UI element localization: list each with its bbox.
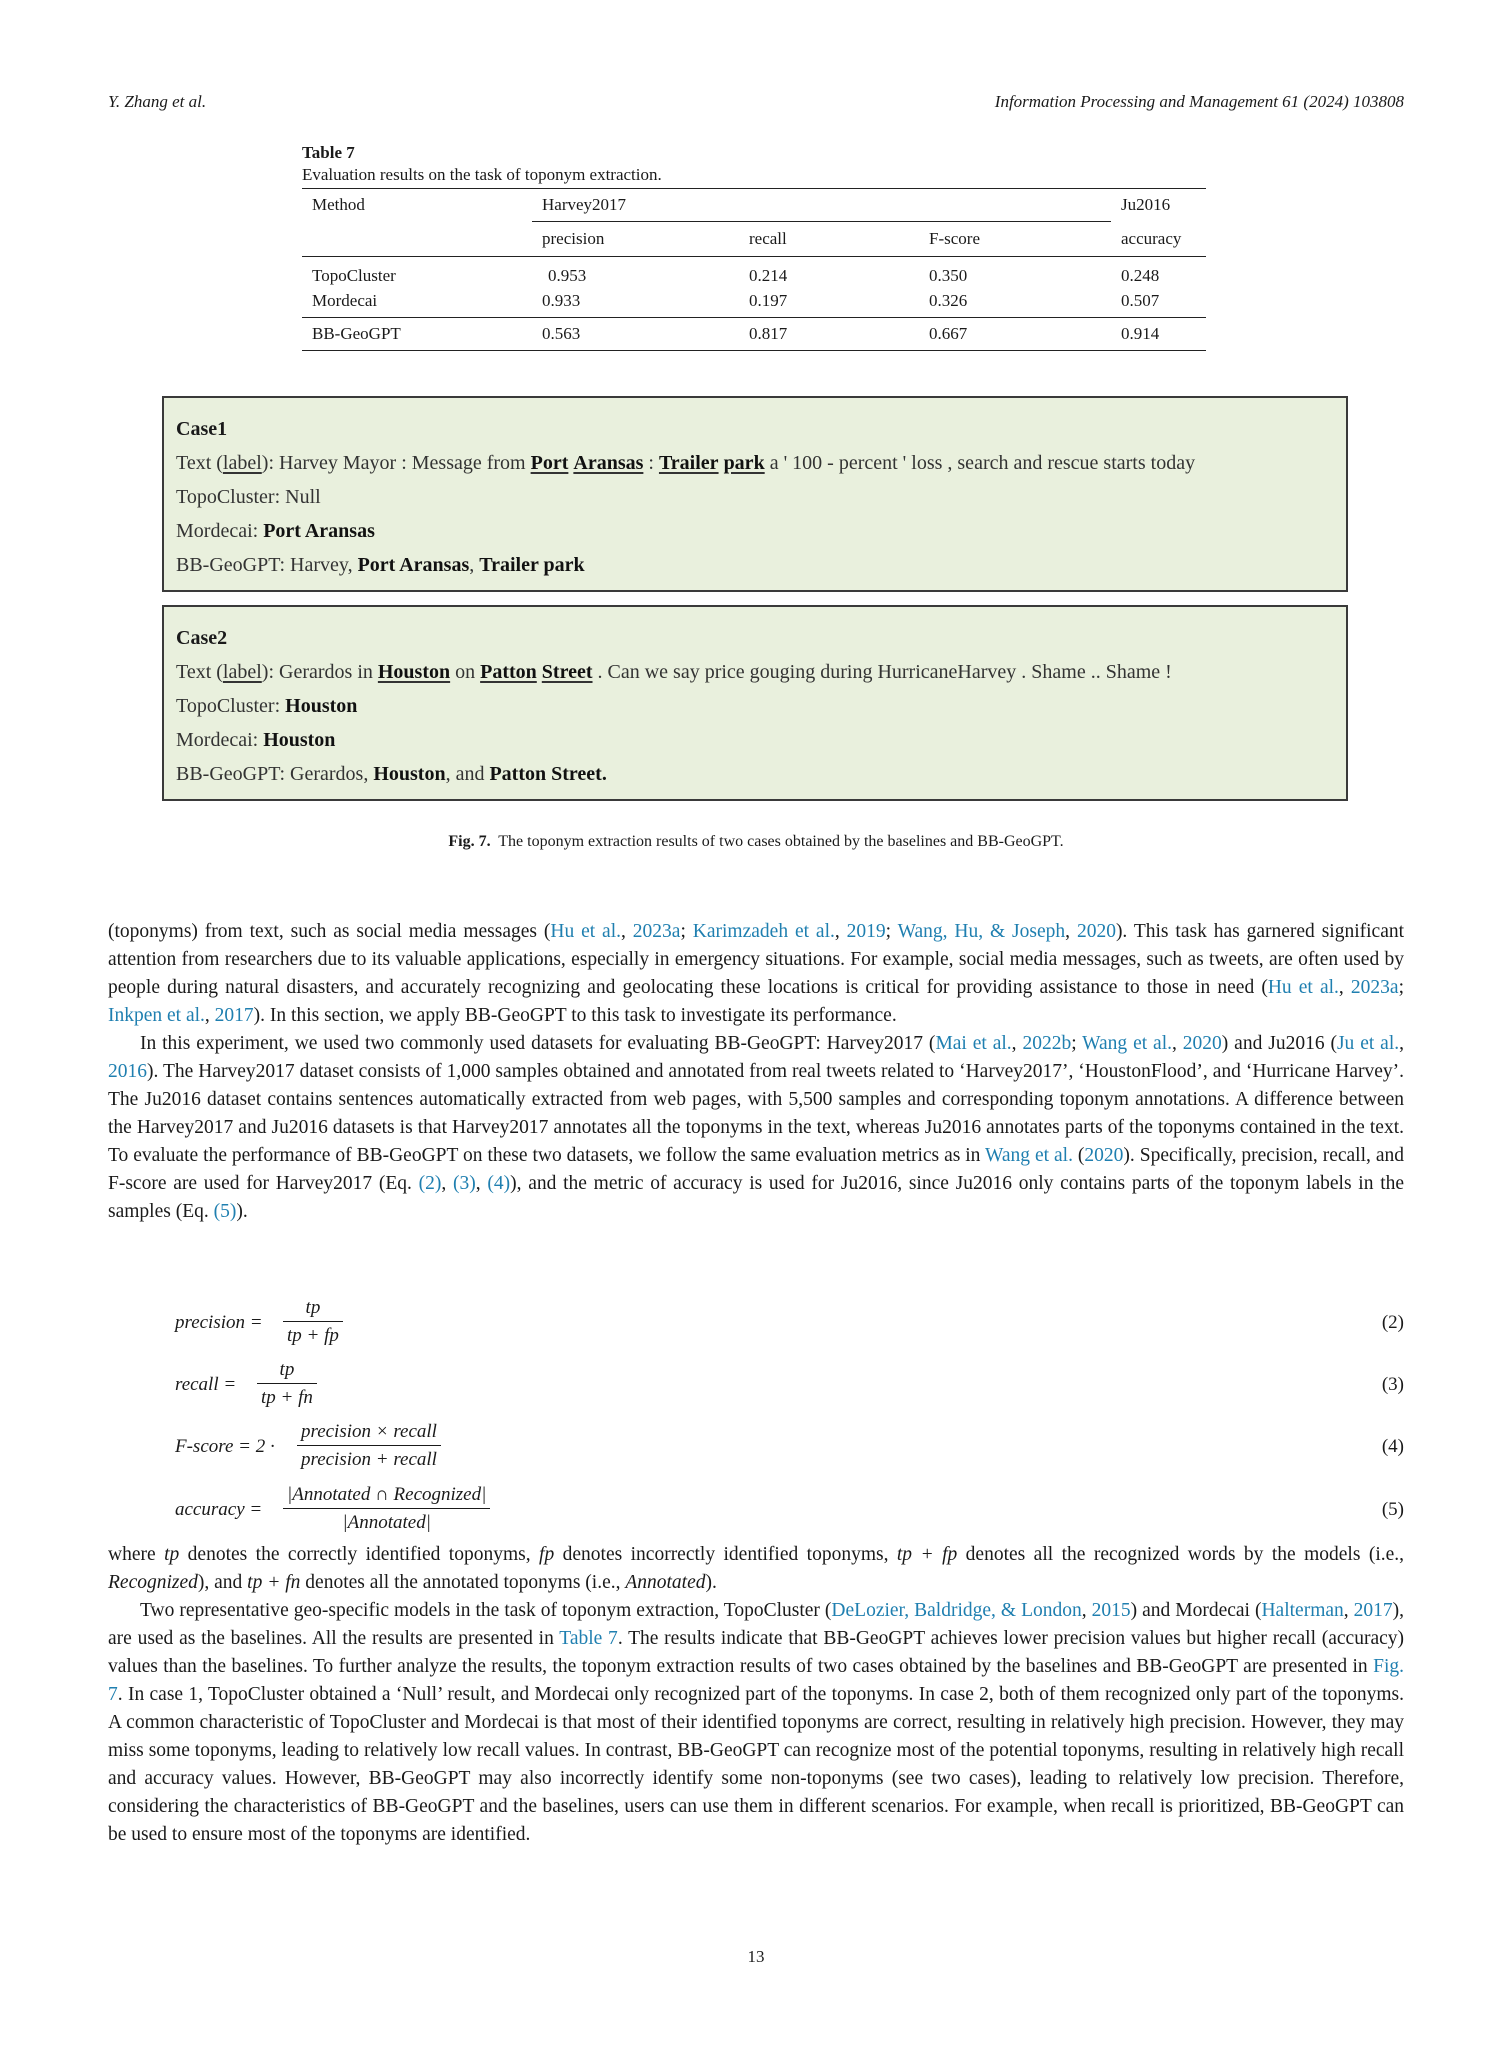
citation-link[interactable]: Karimzadeh et al. — [692, 921, 835, 942]
citation-link[interactable]: Wang, Hu, & Joseph — [897, 921, 1066, 942]
case2-bbgeogpt-line: BB-GeoGPT: Gerardos, Houston, and Patton Street. — [176, 763, 607, 785]
citation-link[interactable]: 2019 — [846, 921, 886, 942]
paragraph: Two representative geo-specific models in the task of toponym extraction, TopoCluster (DeLozier, Baldridge, & London, 2015) and Mordecai (Halterman, 2017), are used as the baselines. All the results are presented in Table 7. The results indicate that BB-GeoGPT achieves lower precision values but higher recall (accuracy) values than the baselines. To further analyze the results, the toponym extraction results of two cases obtained by the baselines and BB-GeoGPT are presented in Fig. 7. In case 1, TopoCluster obtained a ‘Null’ result, and Mordecai only recognized part of the toponyms. In case 2, both of them recognized only part of the toponyms. A common characteristic of TopoCluster and Mordecai is that most of their identified toponyms are correct, resulting in relatively high precision. However, they may miss some toponyms, leading to relatively low recall values. In contrast, BB-GeoGPT can recognize most of the potential toponyms, resulting in relatively high recall and accuracy values. However, BB-GeoGPT may also incorrectly identify some non-toponyms (see two cases), leading to relatively low precision. Therefore, considering the characteristics of BB-GeoGPT and the baselines, users can use them in different scenarios. For example, when recall is prioritized, BB-GeoGPT can be used to ensure most of the toponyms are identified. — [108, 1600, 1405, 1845]
running-header-journal: Information Processing and Management 61 (2024) 103808 — [994, 92, 1404, 111]
citation-link[interactable]: 2023a — [632, 921, 681, 942]
label-word: label — [222, 452, 262, 474]
cell-precision: 0.953 — [532, 257, 739, 290]
body-text-bottom — [108, 1541, 1404, 1849]
citation-link[interactable]: Halterman — [1261, 1600, 1344, 1621]
col-fscore: F-score — [919, 222, 1111, 257]
citation-link[interactable]: 2020 — [1182, 1033, 1222, 1054]
toponym-token: Street — [541, 661, 593, 683]
col-group-ju2016: Ju2016 — [1121, 195, 1171, 215]
toponym-token: Aransas — [573, 452, 644, 474]
paragraph: In this experiment, we used two commonly used datasets for evaluating BB-GeoGPT: Harvey2017 (Mai et al., 2022b; Wang et al., 2020) and Ju2016 (Ju et al., 2016). The Harvey2017 dataset consists of 1,000 samples obtained and annotated from real tweets related to ‘Harvey2017’, ‘HoustonFlood’, and ‘Hurricane Harvey’. The Ju2016 dataset contains sentences automatically extracted from web pages, with 5,500 samples and corresponding toponym annotations. A difference between the Harvey2017 and Ju2016 datasets is that Harvey2017 annotates all the toponyms in the text, whereas Ju2016 annotates parts of the toponyms contained in the text. To evaluate the performance of BB-GeoGPT on these two datasets, we follow the same evaluation metrics as in Wang et al. (2020). Specifically, precision, recall, and F-score are used for Harvey2017 (Eq. (2), (3), (4)), and the metric of accuracy is used for Ju2016, since Ju2016 only contains parts of the toponym labels in the samples (Eq. (5)). — [108, 1033, 1405, 1222]
case2-title: Case2 — [176, 627, 228, 649]
cell-fscore: 0.667 — [919, 318, 1111, 351]
table-subheader-row — [302, 222, 1206, 257]
table-7 — [302, 142, 1206, 351]
table-row — [302, 318, 1206, 351]
cell-accuracy: 0.914 — [1111, 318, 1206, 351]
citation-link[interactable]: Wang et al. — [985, 1145, 1073, 1166]
table-row — [302, 289, 1206, 318]
case2-box — [162, 605, 1348, 801]
table-ref-link[interactable]: Table 7 — [559, 1628, 618, 1649]
col-precision: precision — [532, 222, 739, 257]
case1-topocluster-line: TopoCluster: Null — [176, 486, 321, 508]
citation-link[interactable]: 2023a — [1350, 977, 1399, 998]
toponym-token: Patton — [480, 661, 537, 683]
case1-text-line: Text (label): Harvey Mayor : Message from Port Aransas : Trailer park a ' 100 - percent ' loss , search and rescue starts today — [176, 452, 1196, 474]
citation-link[interactable]: 2015 — [1091, 1600, 1131, 1621]
page-number: 13 — [747, 1947, 765, 1966]
citation-link[interactable]: Inkpen et al. — [108, 1005, 205, 1026]
equation-recall: recall = $\frac{tp}{tp + fn}$ (3) — [175, 1357, 1404, 1413]
figure-caption: Fig. 7. The toponym extraction results of two cases obtained by the baselines and BB-GeoGPT. — [448, 833, 1064, 850]
cell-recall: 0.214 — [739, 257, 919, 290]
cell-fscore: 0.350 — [919, 257, 1111, 290]
citation-link[interactable]: DeLozier, Baldridge, & London — [831, 1600, 1082, 1621]
col-method: Method — [312, 195, 365, 215]
col-accuracy: accuracy — [1121, 228, 1182, 248]
table-label: Table 7 — [302, 143, 355, 162]
cell-method: TopoCluster — [302, 257, 532, 290]
paragraph: where tp denotes the correctly identified toponyms, fp denotes incorrectly identified toponyms, tp + fp denotes all the recognized words by the models (i.e., Recognized), and tp + fn denotes all the annotated toponyms (i.e., Annotated). — [108, 1544, 1405, 1593]
citation-link[interactable]: Ju et al. — [1336, 1033, 1400, 1054]
cell-method: Mordecai — [312, 291, 378, 310]
equation-number: (2) — [1381, 1312, 1404, 1333]
equation-ref-link[interactable]: (3) — [452, 1173, 476, 1194]
case1-box — [162, 396, 1348, 592]
equation-number: (3) — [1381, 1374, 1404, 1395]
col-group-harvey2017: Harvey2017 — [542, 195, 627, 214]
citation-link[interactable]: 2016 — [108, 1061, 147, 1082]
col-recall: recall — [739, 222, 919, 257]
cell-method: BB-GeoGPT — [302, 318, 532, 351]
case1-bbgeogpt-line: BB-GeoGPT: Harvey, Port Aransas, Trailer park — [176, 554, 585, 576]
equation-ref-link[interactable]: (5) — [213, 1201, 237, 1222]
citation-link[interactable]: 2020 — [1084, 1145, 1124, 1166]
figure-ref-link[interactable]: Fig. 7 — [108, 1656, 1404, 1705]
equation-ref-link[interactable]: (4) — [487, 1173, 511, 1194]
equation-number: (4) — [1381, 1436, 1404, 1457]
toponym-token: Port — [530, 452, 569, 474]
citation-link[interactable]: 2017 — [1353, 1600, 1393, 1621]
figure-label: Fig. 7. — [448, 833, 491, 850]
cell-accuracy: 0.248 — [1111, 257, 1206, 290]
results-table — [302, 188, 1206, 351]
toponym-token: Trailer — [658, 452, 719, 474]
equation-number: (5) — [1381, 1499, 1404, 1520]
toponym-token: park — [723, 452, 765, 474]
cell-accuracy: 0.507 — [1121, 291, 1160, 310]
citation-link[interactable]: 2017 — [214, 1005, 254, 1026]
case2-mordecai-line: Mordecai: Houston — [176, 729, 336, 751]
paragraph: (toponyms) from text, such as social media messages (Hu et al., 2023a; Karimzadeh et al., 2019; Wang, Hu, & Joseph, 2020). This task has garnered significant attention from researchers due to its valuable applications, especially in emergency situations. For example, social media messages, such as tweets, are often used by people during natural disasters, and accurately recognizing and geolocating these locations is critical for providing assistance to those in need (Hu et al., 2023a; Inkpen et al., 2017). In this section, we apply BB-GeoGPT to this task to investigate its performance. — [108, 921, 1405, 1026]
citation-link[interactable]: 2020 — [1076, 921, 1116, 942]
cell-recall: 0.817 — [739, 318, 919, 351]
equation-precision: precision = $\frac{tp}{tp + fp}$ (2) — [175, 1295, 1404, 1351]
table-row — [302, 257, 1206, 290]
body-text-top — [108, 918, 1404, 1226]
table-header-row — [302, 189, 1206, 222]
equation-ref-link[interactable]: (2) — [418, 1173, 442, 1194]
running-header-authors: Y. Zhang et al. — [108, 92, 207, 111]
equation-fscore: F-score = 2 · precision × recall precision + recall (4) — [175, 1419, 1404, 1475]
toponym-token: Houston — [377, 661, 451, 683]
cell-precision: 0.933 — [542, 291, 581, 310]
citation-link[interactable]: Hu et al. — [550, 921, 622, 942]
label-word: label — [222, 661, 262, 683]
case1-title: Case1 — [176, 418, 228, 440]
case2-topocluster-line: TopoCluster: Houston — [176, 695, 358, 717]
citation-link[interactable]: Mai et al. — [935, 1033, 1012, 1054]
equation-accuracy: accuracy = |Annotated ∩ Recognized| |Annotated| (5) — [175, 1482, 1404, 1538]
cell-fscore: 0.326 — [929, 291, 968, 310]
table-caption: Evaluation results on the task of toponym extraction. — [302, 165, 662, 184]
citation-link[interactable]: Hu et al. — [1267, 977, 1339, 998]
citation-link[interactable]: Wang et al. — [1082, 1033, 1172, 1054]
cell-recall: 0.197 — [749, 291, 788, 310]
cell-precision: 0.563 — [532, 318, 739, 351]
case1-mordecai-line: Mordecai: Port Aransas — [176, 520, 375, 542]
case2-text-line: Text (label): Gerardos in Houston on Patton Street . Can we say price gouging during HurricaneHarvey . Shame .. Shame ! — [176, 661, 1172, 683]
citation-link[interactable]: 2022b — [1022, 1033, 1072, 1054]
